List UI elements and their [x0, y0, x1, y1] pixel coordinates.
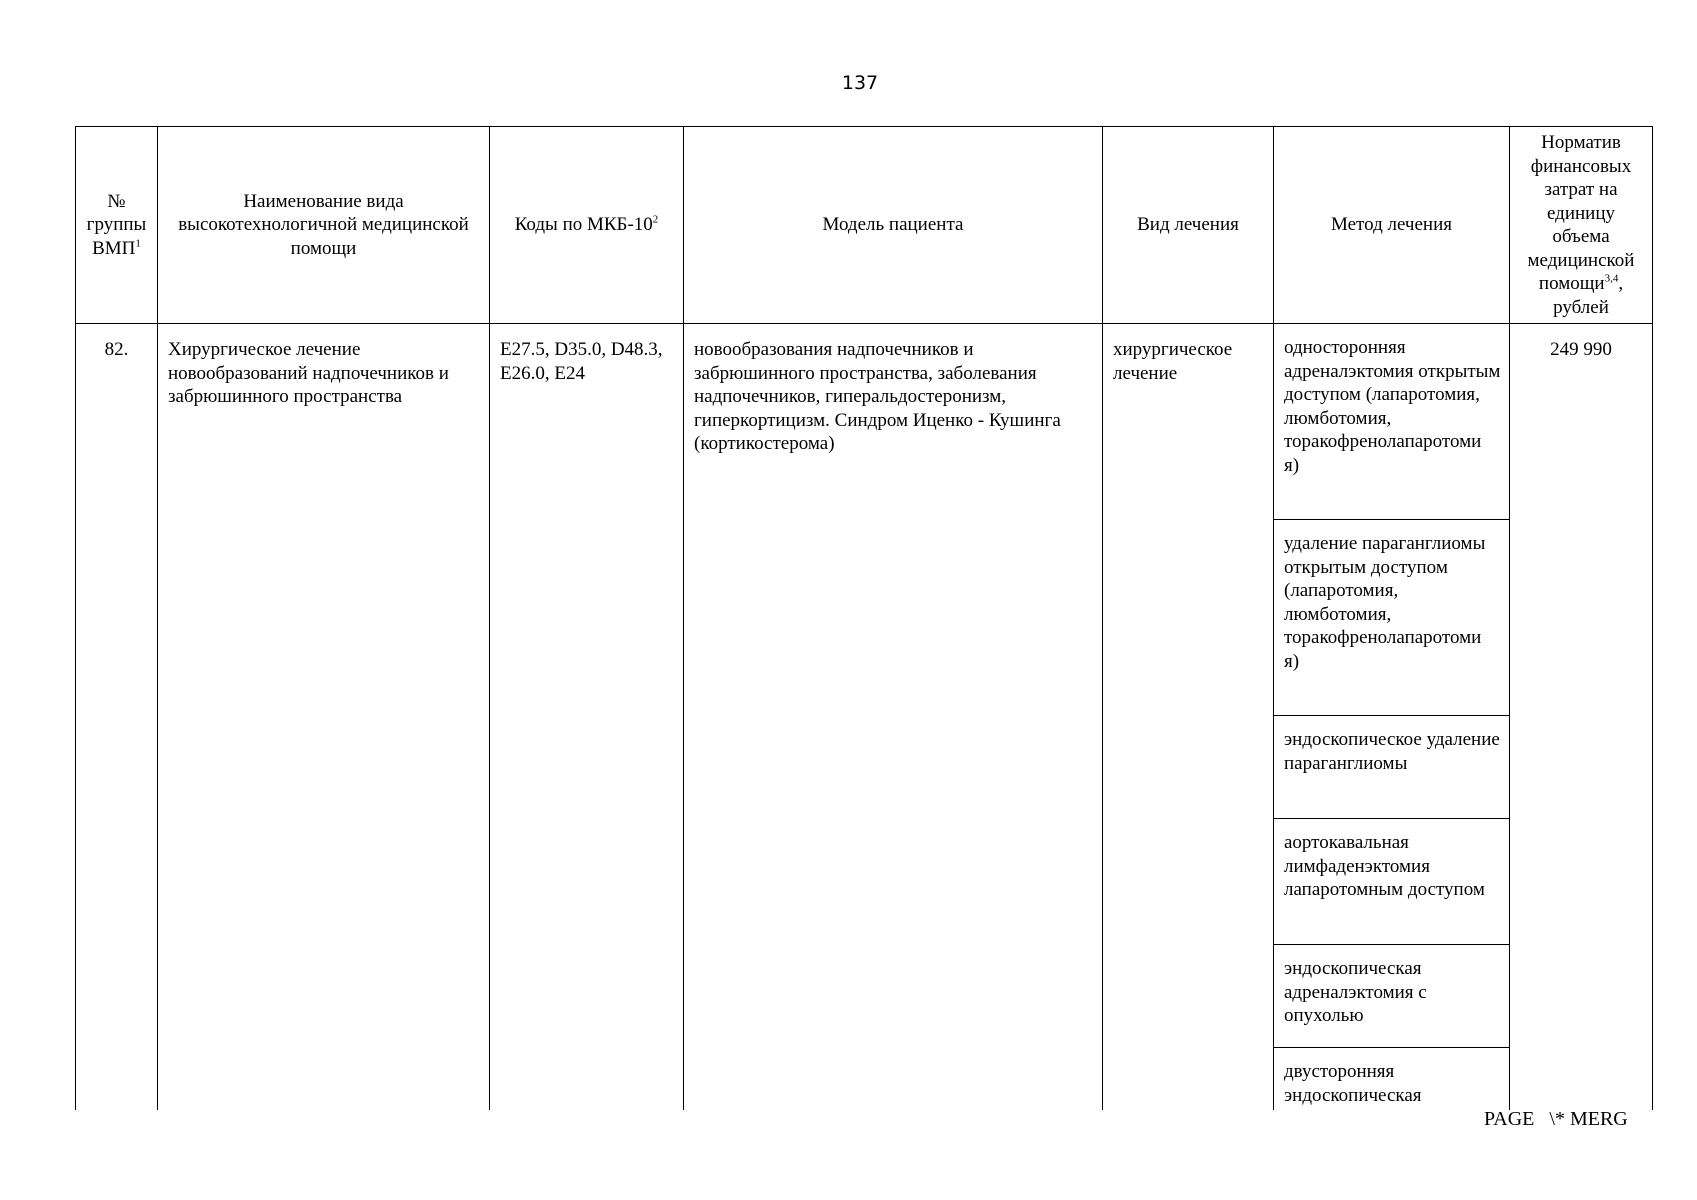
method-item: эндоскопическое удаление параганглиомы [1274, 716, 1509, 819]
header-model: Модель пациента [684, 127, 1103, 324]
table-row [76, 324, 1653, 1111]
method-item: двусторонняя эндоскопическая [1284, 1061, 1422, 1106]
header-cost: Норматив финансовых затрат на единицу объема медицинской помощи$^{3,4}$, рублей [1510, 127, 1653, 324]
cell-group-no: 82. [76, 324, 158, 1111]
vmp-table [75, 126, 1653, 1110]
cell-codes: E27.5, D35.0, D48.3, E26.0, E24 [490, 324, 684, 1111]
method-item: односторонняя адреналэктомия открытым доступом (лапаротомия, люмботомия, торакофренолапаротоми я) [1274, 324, 1509, 520]
method-item: эндоскопическая адреналэктомия с опухолью [1274, 945, 1509, 1048]
header-codes: Коды по МКБ-$10^2$ [490, 127, 684, 324]
table-header-row [76, 127, 1653, 324]
cell-name: Хирургическое лечение новообразований надпочечников и забрюшинного пространства [158, 324, 490, 1111]
header-name: Наименование вида высокотехнологичной медицинской помощи [158, 127, 490, 324]
cell-model: новообразования надпочечников и забрюшинного пространства, заболевания надпочечников, гиперальдостеронизм, гиперкортицизм. Синдром Иценко - Кушинга (кортикостерома) [684, 324, 1103, 1111]
method-item: удаление параганглиомы открытым доступом (лапаротомия, люмботомия, торакофренолапаротоми я) [1274, 520, 1509, 716]
cell-treatment-type: хирургическое лечение [1103, 324, 1274, 1111]
header-treatment-type: Вид лечения [1103, 127, 1274, 324]
header-group-no: № группы ВМП$^1$ [76, 127, 158, 324]
method-item: аортокавальная лимфаденэктомия лапаротомным доступом [1274, 819, 1509, 945]
page-number: 137 [841, 72, 879, 94]
cell-methods [1274, 324, 1510, 1111]
cell-cost: 249 990 [1510, 324, 1653, 1111]
footer-page-field: PAGE \* MERG [1484, 1108, 1628, 1130]
header-method: Метод лечения [1274, 127, 1510, 324]
